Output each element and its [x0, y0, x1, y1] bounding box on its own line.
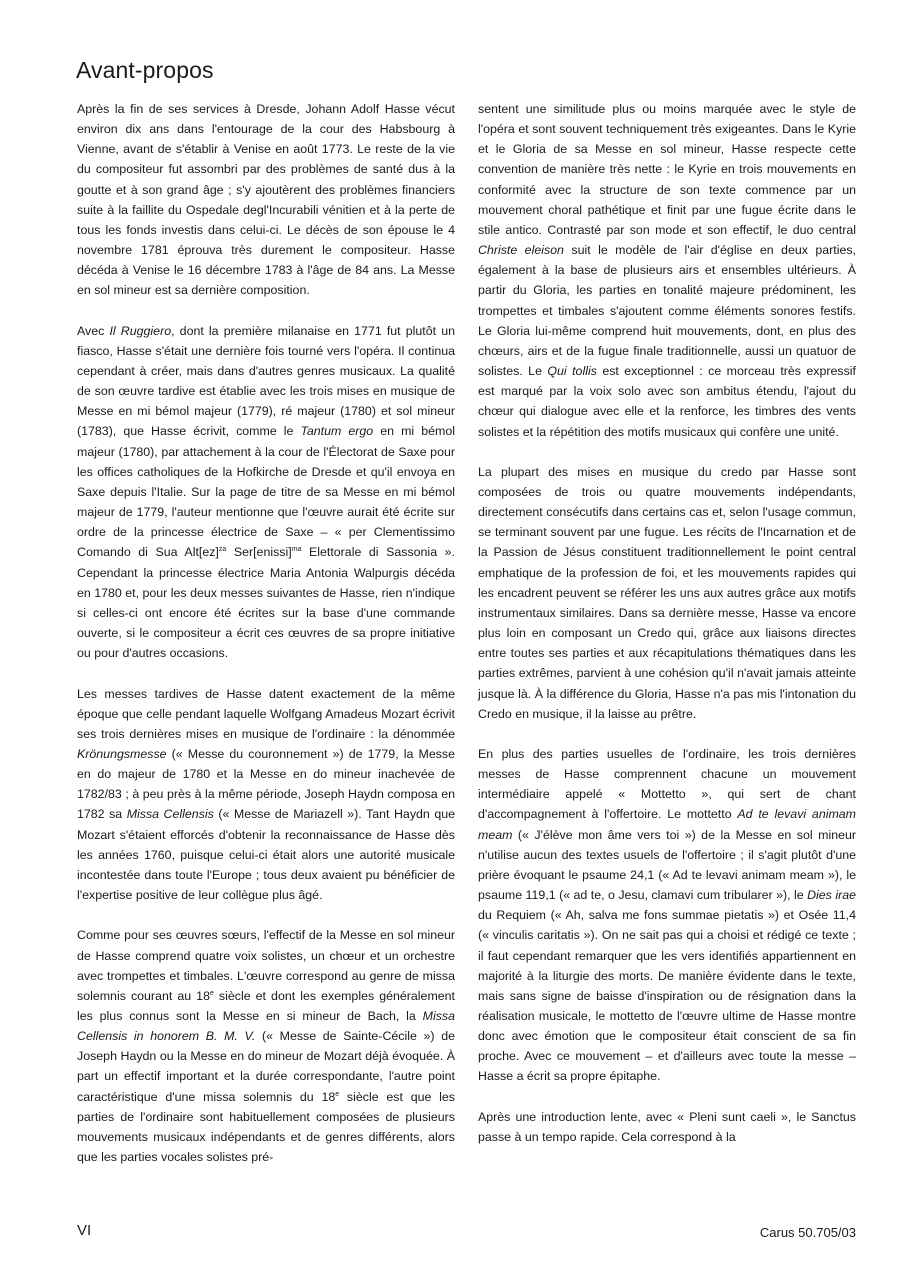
left-column	[77, 99, 455, 1187]
paragraph: En plus des parties usuelles de l'ordinaire, les trois dernières messes de Hasse comprennent chacune un mouvement intermédiaire appelé « Mottetto », qui sert de chant d'accompagnement à l'offertoire. Le mottetto Ad te levavi animam meam (« J'élève mon âme vers toi ») de la Messe en sol mineur n'utilise aucun des textes usuels de l'offertoire ; il s'agit plutôt d'une prière évoquant le psaume 24,1 (« Ad te levavi animam meam »), le psaume 119,1 (« ad te, o Jesu, clamavi cum tribularer »), le Dies irae du Requiem (« Ah, salva me fons summae pietatis ») et Osée 11,4 (« vinculis caritatis »). On ne sait pas qui a choisi et rédigé ce texte ; il faut cependant remarquer que les vers identifiés appartiennent en majorité à la liturgie des morts. De manière évidente dans le texte, mais sans signe de baisse d'inspiration ou de résignation dans la réalisation musicale, le mottetto de l'œuvre ultime de Hasse montre donc avec émotion que le compositeur était conscient de sa fin proche. Avec ce mouvement – et d'ailleurs avec toute la messe – Hasse a écrit sa propre épitaphe.	[478, 746, 856, 1084]
paragraph: Après une introduction lente, avec « Pleni sunt caeli », le Sanctus passe à un tempo rapide. Cela correspond à la	[478, 1109, 856, 1144]
catalog-number: Carus 50.705/03	[759, 1225, 856, 1240]
right-column	[478, 99, 856, 1167]
paragraph: Les messes tardives de Hasse datent exactement de la même époque que celle pendant laquelle Wolfgang Amadeus Mozart écrivit ses trois dernières mises en musique de l'ordinaire : la dénommée Krönungsmesse (« Messe du couronnement ») de 1779, la Messe en do majeur de 1780 et la Messe en do mineur inachevée de 1782/83 ; à peu près à la même période, Joseph Haydn composa en 1782 sa Missa Cellensis (« Messe de Mariazell »). Tant Haydn que Mozart s'étaient efforcés d'obtenir la reconnaissance de Hasse dès les années 1760, puisque celui-ci était alors une autorité musicale incontestée dans toute l'Europe ; tous deux avaient pu bénéficier de l'expertise positive de leur collègue plus âgé.	[77, 686, 455, 903]
paragraph: Avec Il Ruggiero, dont la première milanaise en 1771 fut plutôt un fiasco, Hasse s'était une dernière fois tourné vers l'opéra. Il continua cependant à créer, mais dans d'autres genres musicaux. La qualité de son œuvre tardive est établie avec les trois mises en musique de Messe en mi bémol majeur (1779), ré majeur (1780) et sol mineur (1783), que Hasse écrivit, comme le Tantum ergo en mi bémol majeur (1780), par attachement à la cour de l'Électorat de Saxe pour les offices catholiques de la Hofkirche de Dresde et qu'il envoya en Saxe depuis l'Italie. Sur la page de titre de sa Messe en mi bémol majeur de 1779, l'auteur mentionne que l'œuvre aurait été écrite sur ordre de la princesse électrice de Saxe – « per Clementissimo Comando di Sua Alt[ez]$^{za}$ Ser[enissi]$^{ma}$ Elettorale di Sassonia ». Cependant la princesse électrice Maria Antonia Walpurgis décéda en 1780 et, pour les deux messes suivantes de Hasse, rien n'indique si celles-ci ont encore été écrites sur la base d'une commande ouverte, si le compositeur a écrit ces œuvres de sa propre initiative ou pour d'autres occasions.	[77, 323, 456, 661]
paragraph: sentent une similitude plus ou moins marquée avec le style de l'opéra et sont souvent techniquement très exigeantes. Dans le Kyrie et le Gloria de sa Messe en sol mineur, Hasse respecte cette convention de manière très nette : le Kyrie en trois mouvements en conformité avec la structure de son texte commence par un mouvement choral pathétique et finit par une fugue écrite dans le stile antico. Contrasté par son mode et son effectif, le duo central Christe eleison suit le modèle de l'air d'église en deux parties, également à la base de plusieurs airs et ensembles ultérieurs. À partir du Gloria, les parties en tonalité majeure prédominent, les trompettes et timbales s'ajoutent comme éléments sonores festifs. Le Gloria lui-même comprend huit mouvements, dont, en plus des chœurs, airs et de la fugue finale traditionnelle, aussi un quatuor de solistes. Le Qui tollis est exceptionnel : ce morceau très expressif est marqué par la voix solo avec son ambitus étendu, l'ajout du chœur qui dialogue avec elle et la renforce, les timbres des vents solistes et la répétition des motifs musicaux qui confère une unité.	[478, 102, 856, 439]
paragraph: Comme pour ses œuvres sœurs, l'effectif de la Messe en sol mineur de Hasse comprend quatre voix solistes, un chœur et un orchestre avec trompettes et timbales. L'œuvre correspond au genre de missa solemnis courant au 18e siècle et dont les exemples généralement les plus connus sont la Messe en si mineur de Bach, la Missa Cellensis in honorem B. M. V. (« Messe de Sainte-Cécile ») de Joseph Haydn ou la Messe en do mineur de Mozart déjà évoquée. À part un effectif important et la durée correspondante, l'autre point caractéristique d'une missa solemnis du 18e siècle est que les parties de l'ordinaire sont habituellement composées de plusieurs mouvements musicaux indépendants et de genres différents, alors que les parties vocales solistes pré-	[77, 928, 455, 1165]
paragraph: La plupart des mises en musique du credo par Hasse sont composées de trois ou quatre mouvements indépendants, directement consécutifs dans certains cas et, selon l'usage commun, se terminant souvent par une fugue. Les récits de l'Incarnation et de la Passion de Jésus constituent traditionnellement le point central emphatique de la profession de foi, et les mouvements rapides qui les encadrent peuvent se référer les uns aux autres grâce aux motifs instrumentaux similaires. Dans sa dernière messe, Hasse va encore plus loin en composant un Credo qui, grâce aux liaisons directes entre toutes ses parties et aux récapitulations thématiques dans les parties extrêmes, parvient à une cohésion qu'il n'avait jamais atteinte jusque là. À la différence du Gloria, Hasse n'a pas mis l'intonation du Credo en musique, il la laisse au prêtre.	[478, 464, 856, 721]
page-number: VI	[77, 1222, 92, 1239]
paragraph: Après la fin de ses services à Dresde, Johann Adolf Hasse vécut environ dix ans dans l'entourage de la cour des Habsbourg à Vienne, avant de s'établir à Venise en août 1773. Le reste de la vie du compositeur fut assombri par des problèmes de santé dus à la goutte et à son grand âge ; s'y ajoutèrent des problèmes financiers suite à la faillite du Ospedale degl'Incurabili vénitien et à la perte de tous les fonds investis dans celui-ci. Le décès de son épouse le 4 novembre 1781 éprouva très durement le compositeur. Hasse décéda à Venise le 16 décembre 1783 à l'âge de 84 ans. La Messe en sol mineur est sa dernière composition.	[77, 102, 455, 298]
page-title: Avant-propos	[76, 57, 214, 83]
